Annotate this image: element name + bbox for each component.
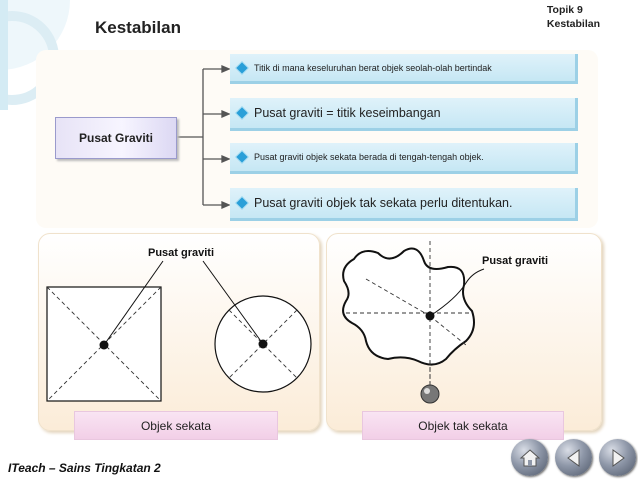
diamond-bullet-icon [236, 197, 247, 208]
home-button[interactable] [511, 439, 548, 476]
irregular-shape [343, 249, 474, 365]
branch-irregular-object [230, 188, 578, 221]
diamond-bullet-icon [236, 62, 247, 73]
forward-button[interactable] [599, 439, 636, 476]
branch-text: Pusat graviti objek sekata berada di tengah-tengah objek. [254, 152, 484, 162]
diamond-bullet-icon [236, 151, 247, 162]
regular-objects-diagram [38, 233, 318, 429]
regular-object-caption: Objek sekata [74, 411, 278, 440]
center-of-gravity-label: Pusat graviti [148, 247, 215, 259]
page-title: Kestabilan [95, 18, 181, 37]
back-button[interactable] [555, 439, 592, 476]
topic-name: Kestabilan [546, 18, 600, 30]
footer-text: ITeach – Sains Tingkatan 2 [8, 461, 161, 475]
branch-definition [230, 54, 578, 84]
home-icon [519, 447, 541, 469]
plumb-bob [421, 385, 439, 403]
branch-text: Pusat graviti objek tak sekata perlu ditentukan. [254, 196, 513, 210]
branch-regular-object [230, 143, 578, 174]
topic-number: Topik 9 [546, 4, 583, 16]
irregular-object-diagram [326, 233, 600, 429]
branch-balance-point [230, 98, 578, 131]
branch-text: Titik di mana keseluruhan berat objek seolah-olah bertindak [254, 62, 492, 73]
diamond-bullet-icon [236, 107, 247, 118]
forward-arrow-icon [607, 447, 629, 469]
center-of-gravity-label: Pusat graviti [482, 255, 549, 267]
branch-text: Pusat graviti = titik keseimbangan [254, 106, 441, 120]
irregular-object-caption: Objek tak sekata [362, 411, 564, 440]
back-arrow-icon [563, 447, 585, 469]
pusat-graviti-node: Pusat Graviti [55, 117, 177, 159]
square-object [47, 287, 161, 401]
